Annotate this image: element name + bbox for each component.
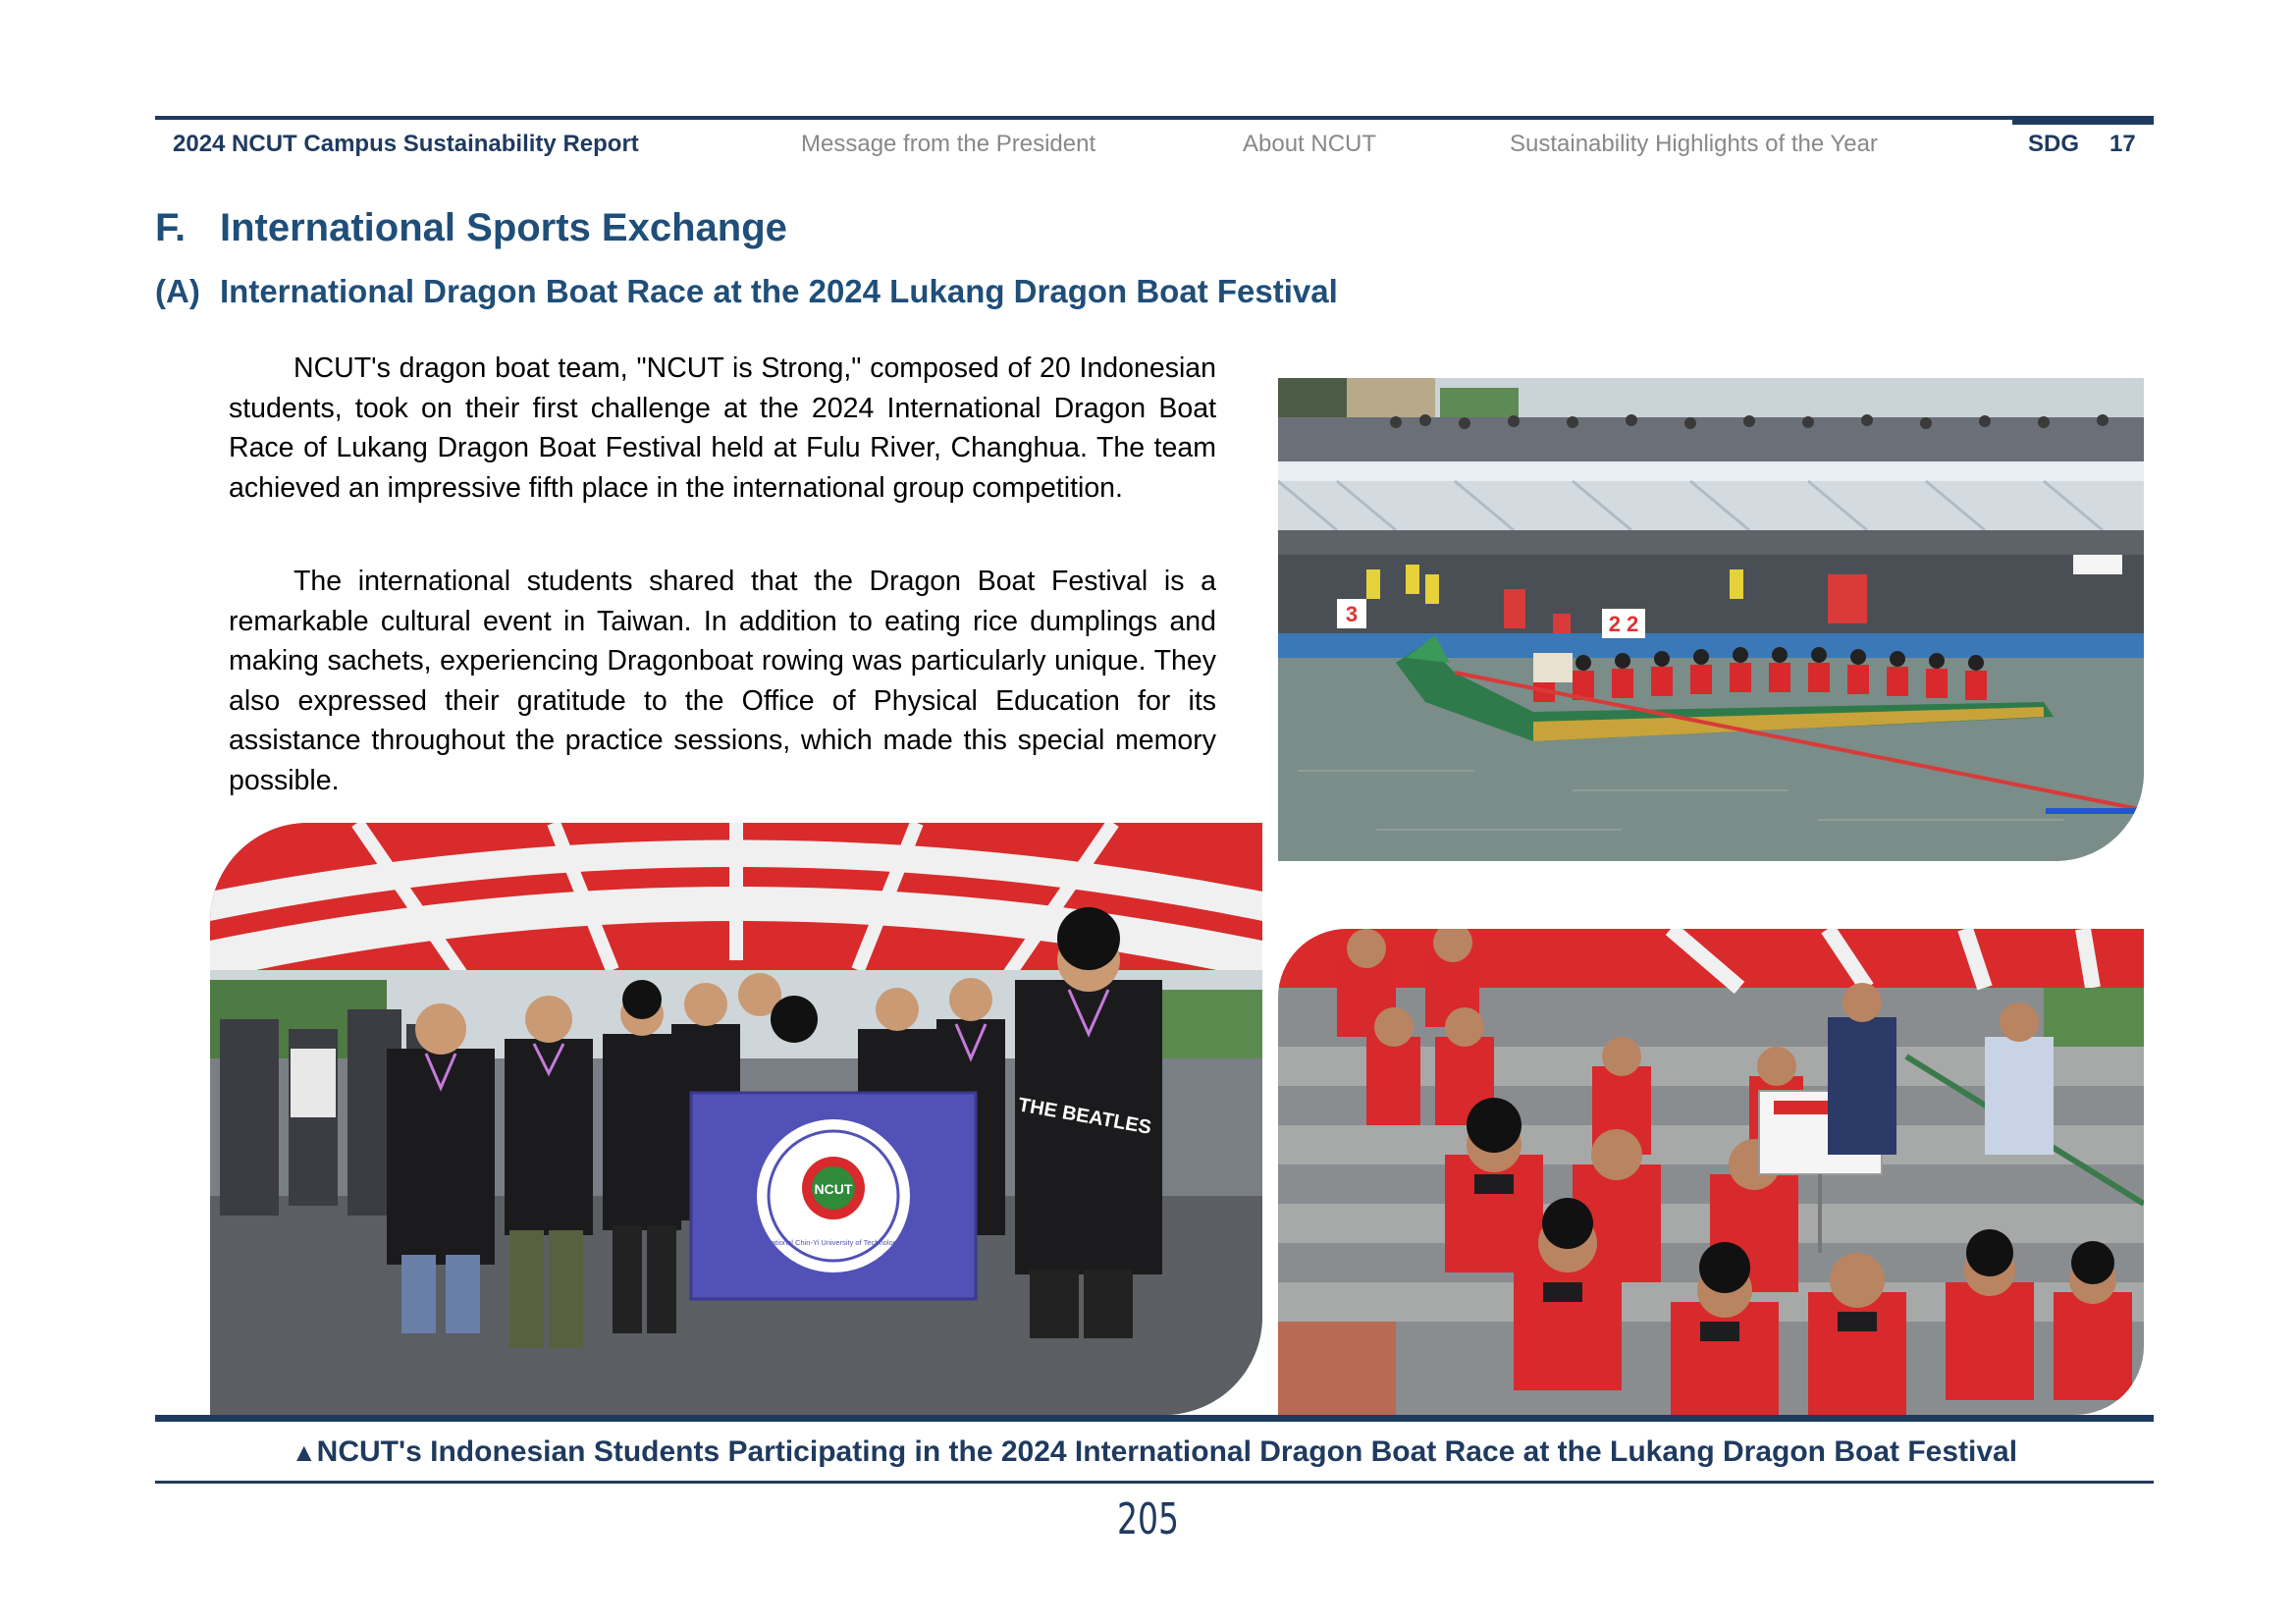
photo-group-with-flag — [210, 823, 1262, 1415]
section-heading — [155, 206, 787, 250]
boat-number-22: 2 2 — [1608, 612, 1639, 636]
report-title: 2024 NCUT Campus Sustainability Report — [173, 131, 639, 157]
subsection-label: (A) — [155, 273, 200, 309]
nav-message-from-president[interactable]: Message from the President — [801, 131, 1096, 157]
photo-team-life-jackets — [1278, 929, 2144, 1415]
subsection-heading — [155, 273, 1338, 310]
nav-about-ncut[interactable]: About NCUT — [1243, 131, 1377, 157]
subsection-title: International Dragon Boat Race at the 2024 Lukang Dragon Boat Festival — [220, 273, 1338, 309]
shirt-text: THE BEATLES — [1016, 1094, 1153, 1139]
section-label: F. — [155, 206, 187, 249]
nav-sustainability-highlights[interactable]: Sustainability Highlights of the Year — [1510, 131, 1878, 157]
photo-dragon-boat-race — [1278, 378, 2144, 861]
caption-marker: ▲ — [291, 1437, 317, 1467]
flag-short-name: NCUT — [814, 1181, 853, 1197]
sdg-label: SDG — [2028, 131, 2080, 157]
header-rule — [155, 116, 2154, 120]
paragraph-student-reflection: The international students shared that the Dragon Boat Festival is a remarkable cultural event in Taiwan. In addition to eating rice dumplings and making sachets, experiencing Dragonboat rowing was particularly unique. They also expressed their gratitude to the Office of Physical Education for its assistance throughout the practice sessions, which made this special memory possible. — [229, 566, 1216, 796]
caption-bottom-rule — [155, 1481, 2154, 1484]
caption-text: NCUT's Indonesian Students Participating in the 2024 International Dragon Boat Race at the Lukang Dragon Boat Festival — [316, 1435, 2018, 1468]
section-title: International Sports Exchange — [220, 206, 787, 249]
page-number: 205 — [1117, 1494, 1179, 1544]
sdg-tab-bar — [2012, 116, 2154, 125]
sdg-number: 17 — [2109, 131, 2136, 157]
flag-university-name: National Chin-Yi University of Technology — [766, 1238, 901, 1247]
paragraph-team-result: NCUT's dragon boat team, "NCUT is Strong," composed of 20 Indonesian students, took on their first challenge at the 2024 International Dragon Boat Race of Lukang Dragon Boat Festival held at Fulu River, Changhua. The team achieved an impressive fifth place in the international group competition. — [229, 352, 1216, 504]
caption-top-rule — [155, 1415, 2154, 1422]
boat-number-3: 3 — [1345, 602, 1359, 626]
figure-caption — [155, 1435, 2154, 1469]
